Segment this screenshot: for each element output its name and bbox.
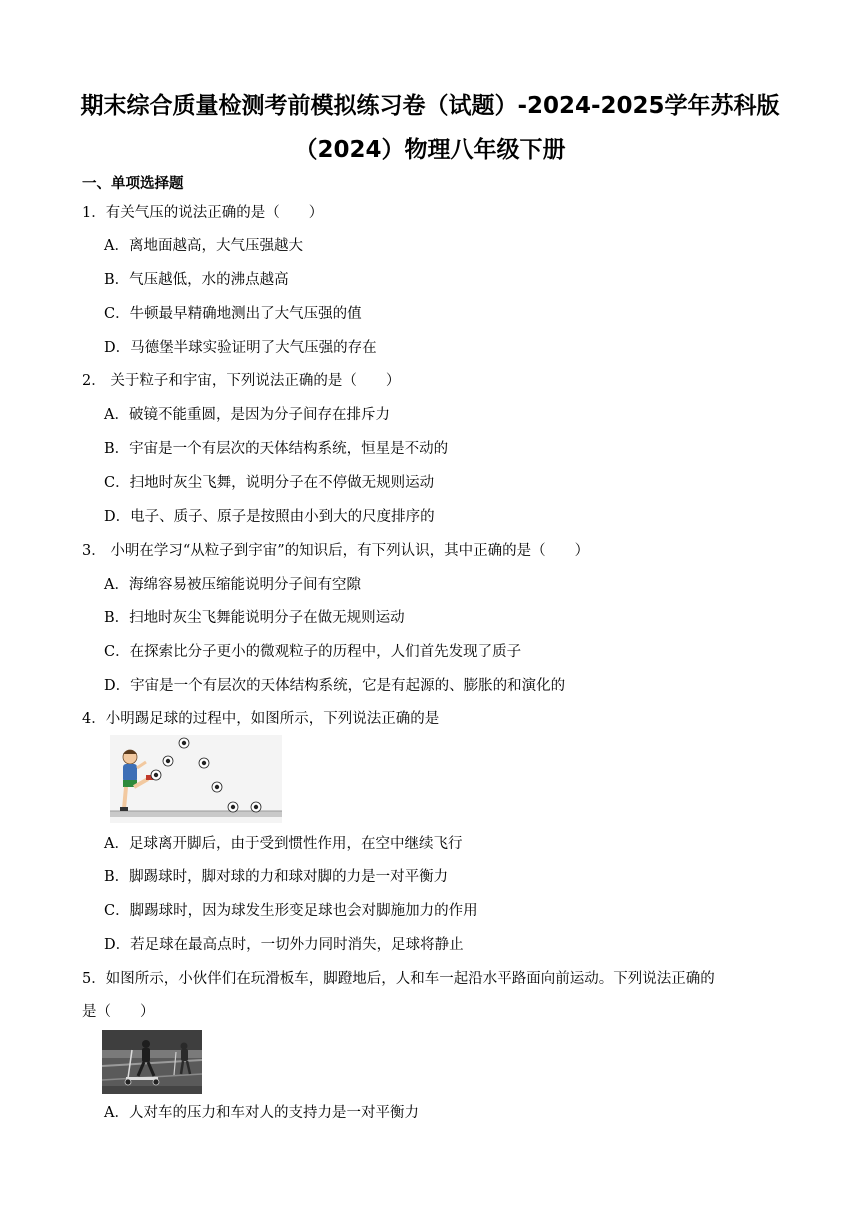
question-1-option-d: D．马德堡半球实验证明了大气压强的存在 <box>104 340 377 356</box>
question-2-option-b: B．宇宙是一个有层次的天体结构系统，恒星是不动的 <box>104 441 449 457</box>
question-3-option-a: A．海绵容易被压缩能说明分子间有空隙 <box>104 577 361 593</box>
question-4-option-a: A．足球离开脚后，由于受到惯性作用，在空中继续飞行 <box>104 836 463 852</box>
question-3-stem: 3． 小明在学习“从粒子到宇宙”的知识后，有下列认识，其中正确的是（ ） <box>82 543 590 559</box>
title-line-1: 期末综合质量检测考前模拟练习卷（试题）-2024-2025学年苏科版 <box>80 93 780 119</box>
question-5-option-a: A．人对车的压力和车对人的支持力是一对平衡力 <box>104 1105 419 1121</box>
scooter-photo <box>102 1030 202 1094</box>
question-3-option-c: C．在探索比分子更小的微观粒子的历程中，人们首先发现了质子 <box>104 644 522 660</box>
question-4-option-b: B．脚踢球时，脚对球的力和球对脚的力是一对平衡力 <box>104 869 449 885</box>
question-5-stem-line-1: 5．如图所示，小伙伴们在玩滑板车，脚蹬地后，人和车一起沿水平路面向前运动。下列说法正确的 <box>82 971 715 987</box>
question-4-option-c: C．脚踢球时，因为球发生形变足球也会对脚施加力的作用 <box>104 903 478 919</box>
question-1-option-a: A．离地面越高，大气压强越大 <box>104 238 303 254</box>
question-2-option-d: D．电子、质子、原子是按照由小到大的尺度排序的 <box>104 509 435 525</box>
section-heading: 一、单项选择题 <box>82 176 184 192</box>
question-2-stem: 2． 关于粒子和宇宙，下列说法正确的是（ ） <box>82 373 401 389</box>
question-3-option-d: D．宇宙是一个有层次的天体结构系统，它是有起源的、膨胀的和演化的 <box>104 678 566 694</box>
question-4-option-d: D．若足球在最高点时，一切外力同时消失，足球将静止 <box>104 937 464 953</box>
question-2-option-c: C．扫地时灰尘飞舞，说明分子在不停做无规则运动 <box>104 475 435 491</box>
question-2-option-a: A．破镜不能重圆，是因为分子间存在排斥力 <box>104 407 390 423</box>
question-4-stem: 4．小明踢足球的过程中，如图所示，下列说法正确的是 <box>82 711 440 727</box>
soccer-kick-figure <box>110 735 282 823</box>
question-3-option-b: B．扫地时灰尘飞舞能说明分子在做无规则运动 <box>104 610 405 626</box>
question-5-stem-line-2: 是（ ） <box>82 1004 155 1020</box>
question-1-option-c: C．牛顿最早精确地测出了大气压强的值 <box>104 306 362 322</box>
question-1-option-b: B．气压越低，水的沸点越高 <box>104 272 289 288</box>
question-1-stem: 1．有关气压的说法正确的是（ ） <box>82 205 324 221</box>
title-line-2: （2024）物理八年级下册 <box>294 137 566 163</box>
